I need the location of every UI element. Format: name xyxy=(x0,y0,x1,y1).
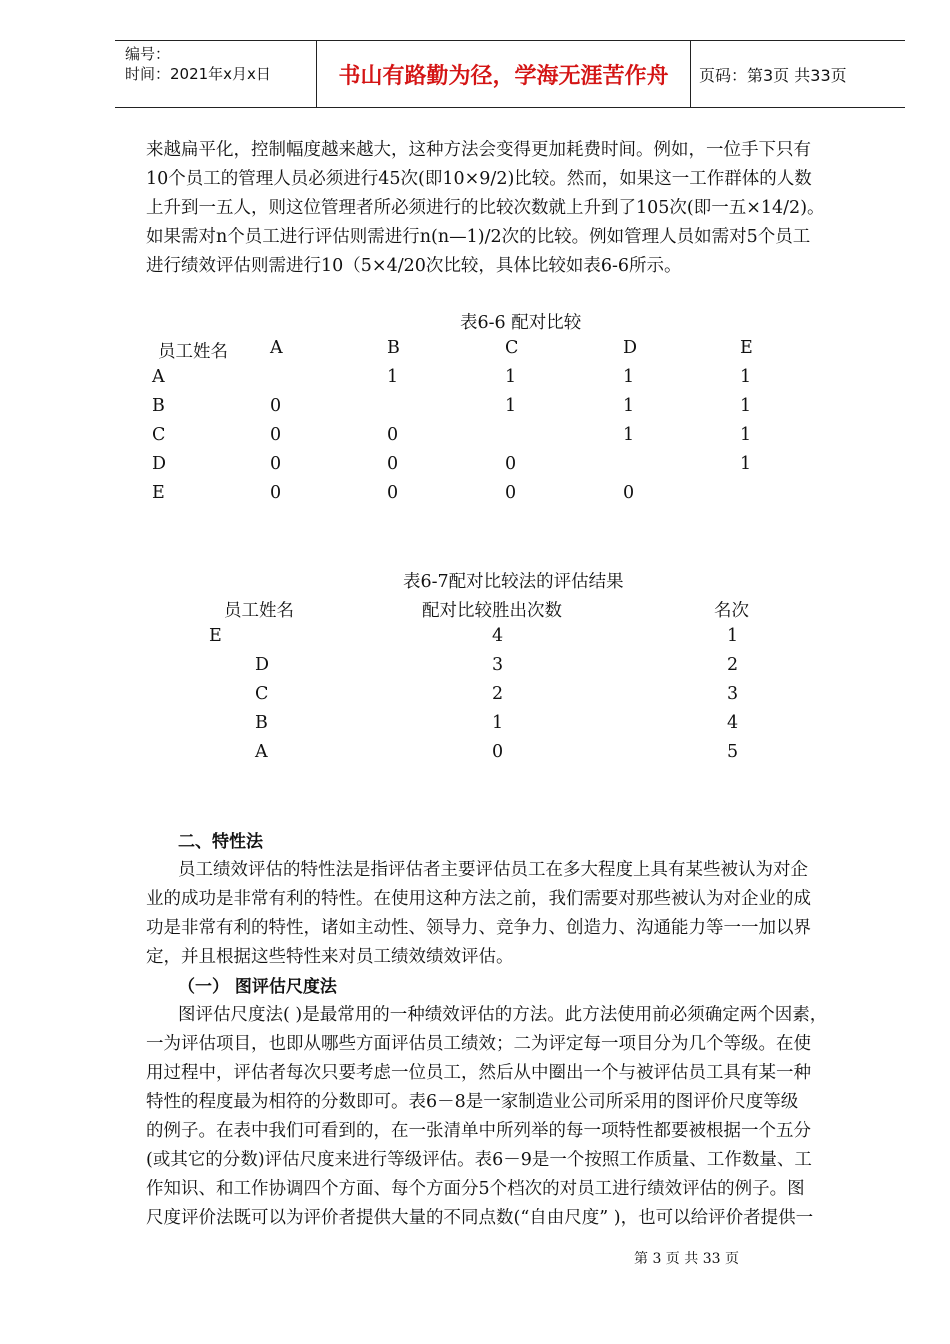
table-cell: 0 xyxy=(270,454,282,474)
paragraph-line: 特性的程度最为相符的分数即可。表6－8是一家制造业公司所采用的图评价尺度等级 xyxy=(146,1092,799,1112)
column-header: 员工姓名 xyxy=(158,342,228,362)
table-cell: C xyxy=(152,425,166,445)
table-cell: 4 xyxy=(727,713,739,733)
column-header: A xyxy=(270,338,283,358)
subsection-heading: （一） 图评估尺度法 xyxy=(178,977,337,997)
paragraph-line: (或其它的分数)评估尺度来进行等级评估。表6－9是一个按照工作质量、工作数量、工 xyxy=(146,1150,812,1170)
paragraph-line: 作知识、和工作协调四个方面、每个方面分5个档次的对员工进行绩效评估的例子。图 xyxy=(146,1179,805,1199)
paragraph-line: 员工绩效评估的特性法是指评估者主要评估员工在多大程度上具有某些被认为对企 xyxy=(178,860,808,880)
table-caption: 表6-7配对比较法的评估结果 xyxy=(403,572,624,592)
document-time-label: 时间：2021年x月x日 xyxy=(125,65,271,83)
column-header: C xyxy=(505,338,519,358)
column-header: D xyxy=(623,338,638,358)
header-motto: 书山有路勤为径，学海无涯苦作舟 xyxy=(316,41,691,107)
paragraph-line: 功是非常有利的特性，诸如主动性、领导力、竞争力、创造力、沟通能力等一一加以界 xyxy=(146,918,811,938)
section-heading: 二、特性法 xyxy=(178,832,263,852)
table-cell: 2 xyxy=(492,684,504,704)
column-header: E xyxy=(740,338,753,358)
table-cell: 1 xyxy=(623,367,635,387)
table-cell: 0 xyxy=(270,483,282,503)
column-header: 配对比较胜出次数 xyxy=(422,601,562,621)
paragraph-line: 用过程中，评估者每次只要考虑一位员工，然后从中圈出一个与被评估员工具有某一种 xyxy=(146,1063,811,1083)
table-cell: 3 xyxy=(727,684,739,704)
paragraph-line: 尺度评价法既可以为评价者提供大量的不同点数(“自由尺度” )，也可以给评价者提供一 xyxy=(146,1208,814,1228)
document-number-label: 编号： xyxy=(125,45,171,63)
table-cell: 1 xyxy=(623,396,635,416)
intro-line: 进行绩效评估则需进行10（5×4/20次比较，具体比较如表6-6所示。 xyxy=(146,256,682,276)
table-cell: 0 xyxy=(387,454,399,474)
table-cell: 0 xyxy=(270,425,282,445)
intro-line: 如果需对n个员工进行评估则需进行n(n—1)/2次的比较。例如管理人员如需对5个员工 xyxy=(146,227,811,247)
header-meta xyxy=(115,41,315,107)
table-cell: B xyxy=(255,713,268,733)
paragraph-line: 业的成功是非常有利的特性。在使用这种方法之前，我们需要对那些被认为对企业的成 xyxy=(146,889,811,909)
page-header xyxy=(115,40,905,108)
paragraph-line: 定，并且根据这些特性来对员工绩效绩效评估。 xyxy=(146,947,514,967)
column-header: 员工姓名 xyxy=(224,601,294,621)
table-cell: 0 xyxy=(623,483,635,503)
table-cell: 1 xyxy=(740,367,752,387)
table-cell: 1 xyxy=(727,626,739,646)
table-cell: B xyxy=(152,396,165,416)
table-cell: 1 xyxy=(492,713,504,733)
table-cell: D xyxy=(152,454,167,474)
table-cell: C xyxy=(255,684,269,704)
paragraph-line: 图评估尺度法( )是最常用的一种绩效评估的方法。此方法使用前必须确定两个因素， xyxy=(178,1005,828,1025)
column-header: B xyxy=(387,338,400,358)
table-cell: 5 xyxy=(727,742,739,762)
table-cell: 1 xyxy=(387,367,399,387)
table-cell: 1 xyxy=(740,454,752,474)
intro-line: 10个员工的管理人员必须进行45次(即10×9/2)比较。然而，如果这一工作群体的人数 xyxy=(146,169,812,189)
table-caption: 表6-6 配对比较 xyxy=(460,313,582,333)
table-cell: E xyxy=(152,483,165,503)
header-page-number: 页码：第3页 共33页 xyxy=(699,65,847,85)
table-cell: 2 xyxy=(727,655,739,675)
paragraph-line: 一为评估项目，也即从哪些方面评估员工绩效；二为评定每一项目分为几个等级。在使 xyxy=(146,1034,811,1054)
table-cell: 1 xyxy=(740,425,752,445)
table-cell: A xyxy=(152,367,165,387)
table-cell: E xyxy=(209,626,222,646)
paragraph-line: 的例子。在表中我们可看到的，在一张清单中所列举的每一项特性都要被根据一个五分 xyxy=(146,1121,811,1141)
table-cell: 0 xyxy=(270,396,282,416)
table-cell: 0 xyxy=(387,483,399,503)
table-cell: 1 xyxy=(740,396,752,416)
table-cell: 1 xyxy=(623,425,635,445)
table-cell: 0 xyxy=(505,454,517,474)
intro-line: 上升到一五人，则这位管理者所必须进行的比较次数就上升到了105次(即一五×14/2)。 xyxy=(146,198,825,218)
table-cell: D xyxy=(255,655,270,675)
page-footer: 第 3 页 共 33 页 xyxy=(634,1251,739,1267)
table-cell: 0 xyxy=(387,425,399,445)
column-header: 名次 xyxy=(714,601,749,621)
table-cell: 4 xyxy=(492,626,504,646)
table-cell: 0 xyxy=(492,742,504,762)
table-cell: 3 xyxy=(492,655,504,675)
table-cell: 1 xyxy=(505,367,517,387)
table-cell: 0 xyxy=(505,483,517,503)
table-cell: A xyxy=(255,742,268,762)
intro-line: 来越扁平化，控制幅度越来越大，这种方法会变得更加耗费时间。例如，一位手下只有 xyxy=(146,140,811,160)
table-cell: 1 xyxy=(505,396,517,416)
